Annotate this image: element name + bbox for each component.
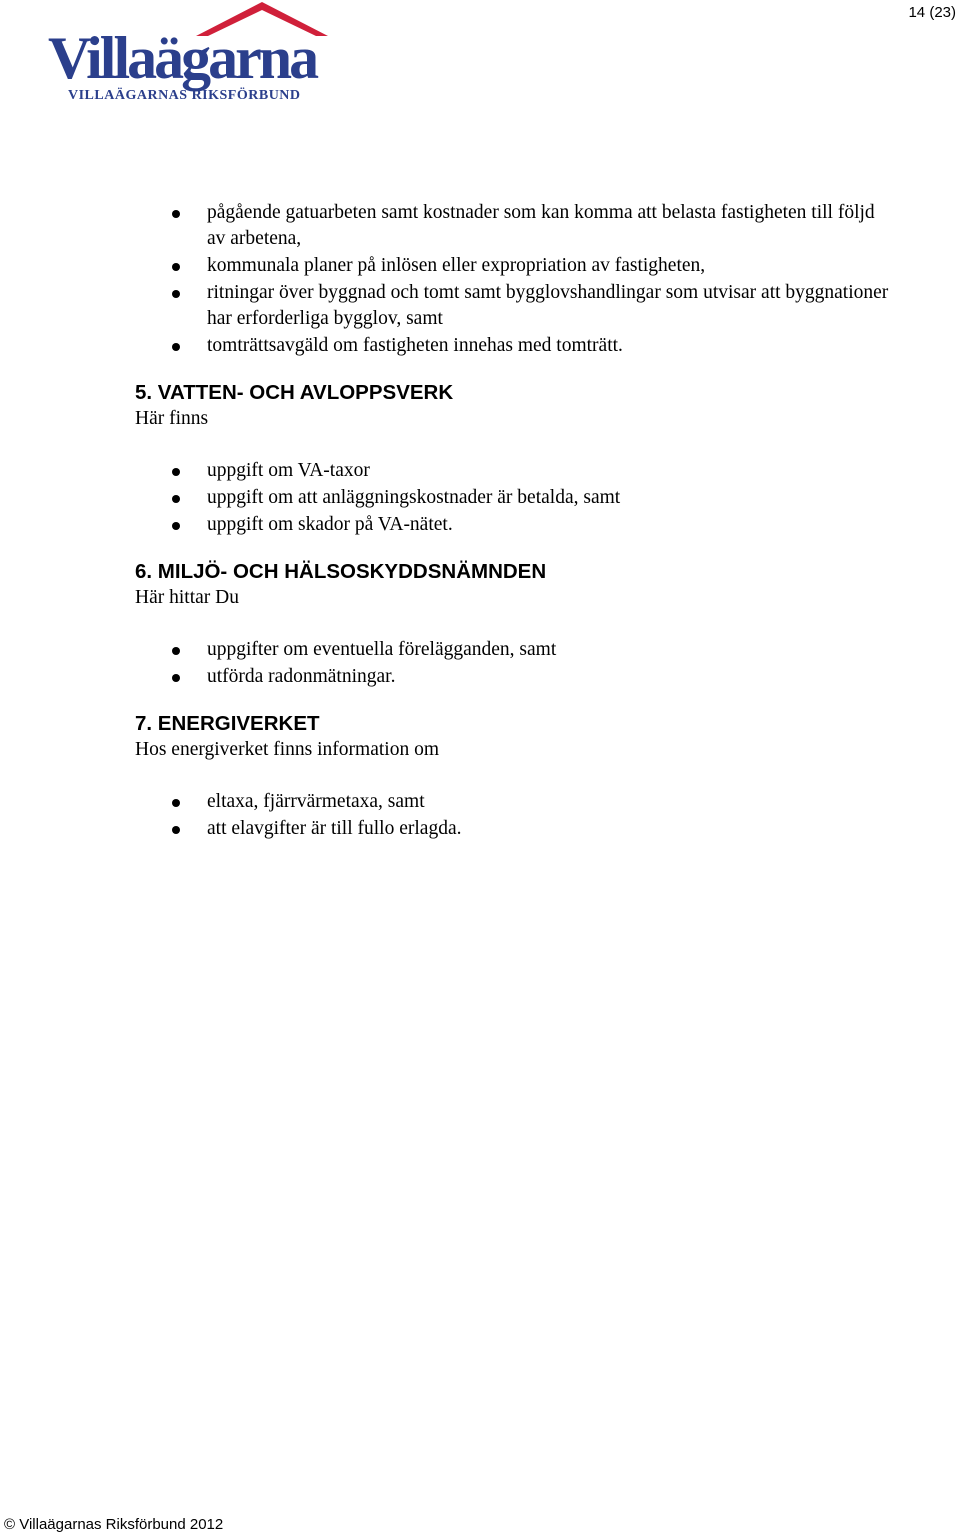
list-item: pågående gatuarbeten samt kostnader som kan komma att belasta fastigheten till följd av arbetena,: [135, 200, 895, 252]
logo-subline: VILLAÄGARNAS RIKSFÖRBUND: [68, 88, 301, 103]
list-item: uppgifter om eventuella förelägganden, samt: [135, 637, 895, 663]
section-intro: Hos energiverket finns information om: [135, 739, 439, 760]
list-item: kommunala planer på inlösen eller expropriation av fastigheten,: [135, 253, 895, 279]
section-miljo-och-halsoskyddsnamnden: [135, 559, 895, 690]
list-item: att elavgifter är till fullo erlagda.: [135, 816, 895, 842]
section-intro: Här finns: [135, 408, 209, 429]
list-item: tomträttsavgäld om fastigheten innehas med tomträtt.: [135, 333, 895, 359]
footer-copyright: © Villaägarnas Riksförbund 2012: [4, 1516, 224, 1533]
logo-wordmark: Villaägarna: [48, 25, 317, 91]
section-list: [135, 637, 895, 690]
section-intro: Här hittar Du: [135, 587, 239, 608]
list-item: uppgift om VA-taxor: [135, 458, 895, 484]
section-heading: 5. VATTEN- OCH AVLOPPSVERK: [135, 381, 454, 404]
section-list: [135, 789, 895, 842]
section-vatten-och-avloppsverk: [135, 380, 895, 538]
section-heading: 6. MILJÖ- OCH HÄLSOSKYDDSNÄMNDEN: [135, 560, 547, 583]
list-item: uppgift om att anläggningskostnader är betalda, samt: [135, 485, 895, 511]
list-item: uppgift om skador på VA-nätet.: [135, 512, 895, 538]
document-body: [135, 200, 895, 843]
list-item: eltaxa, fjärrvärmetaxa, samt: [135, 789, 895, 815]
section-heading: 7. ENERGIVERKET: [135, 712, 320, 735]
intro-list: [135, 200, 895, 359]
section-energiverket: [135, 711, 895, 842]
list-item: utförda radonmätningar.: [135, 664, 895, 690]
page-number: 14 (23): [908, 4, 956, 21]
section-list: [135, 458, 895, 538]
list-item: ritningar över byggnad och tomt samt bygglovshandlingar som utvisar att byggnationer har erforderliga bygglov, samt: [135, 280, 895, 332]
villaagarna-logo: [48, 0, 348, 110]
